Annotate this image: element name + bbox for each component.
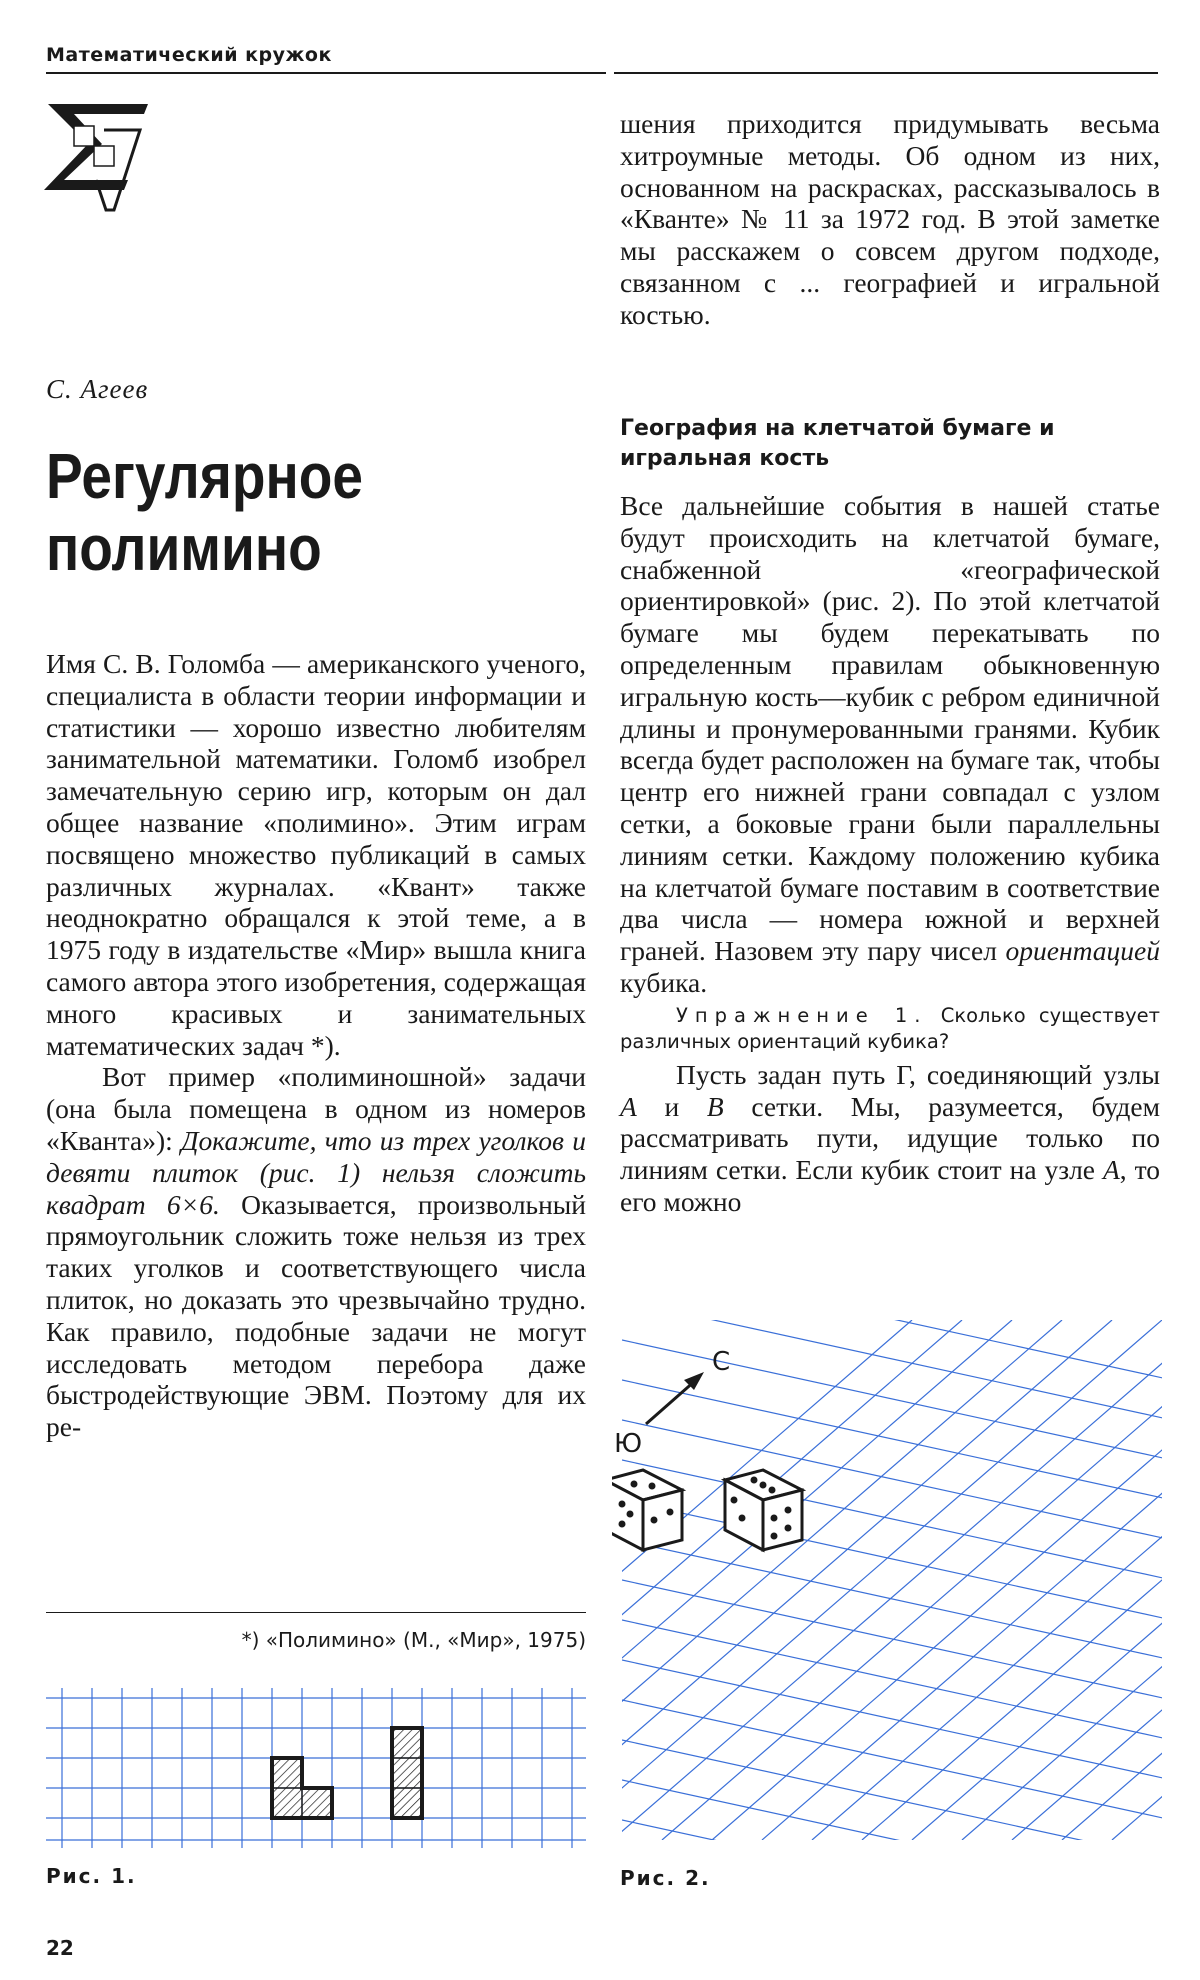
- term-orientation: ориентацией: [1005, 935, 1160, 967]
- header-rule-right: [614, 72, 1158, 74]
- section-subheading: География на клетчатой бумаге и игральная кость: [620, 416, 1055, 471]
- page-number: 22: [46, 1936, 74, 1960]
- title-line-2: полимино: [46, 512, 322, 584]
- north-label: С: [712, 1347, 731, 1377]
- paragraph-example-task: Докажите, что из трех уголков и девяти плиток (рис. 1) нельзя сложить квадрат 6×6.: [46, 1124, 586, 1220]
- exercise-label: Упражнение 1.: [676, 1003, 928, 1027]
- paragraph-geography-c: кубика.: [620, 966, 708, 998]
- section-logo-icon: [44, 100, 154, 220]
- paragraph-path: [620, 1059, 1160, 1218]
- footnote-rule: [46, 1612, 586, 1613]
- footnote: *) «Полимино» (М., «Мир», 1975): [241, 1628, 586, 1652]
- article-title: [46, 440, 476, 584]
- paragraph-path-c: сетки. Мы, разумеется, будем рассматривать пути, идущие только по линиям сетки. Если кубик стоит на узле: [620, 1090, 1161, 1186]
- node-a-2: А: [1102, 1154, 1120, 1186]
- left-column: [46, 648, 586, 1443]
- figure-1-polimino: [46, 1688, 586, 1848]
- paragraph-continuation: шения приходится придумывать весьма хитроумные методы. Об одном из них, основанном на раскрасках, рассказывалось в «Кванте» № 11 за 1972 год. В этой заметке мы расскажем о совсем другом подходе, связанном с ... географией и игральной костью.: [620, 108, 1160, 330]
- paragraph-example: [46, 1061, 586, 1443]
- figure-1-caption: Рис. 1.: [46, 1864, 137, 1888]
- paragraph-path-b: и: [636, 1090, 707, 1122]
- paragraph-path-d: , то его можно: [620, 1154, 1161, 1217]
- figure-1-grid: [46, 1688, 586, 1848]
- article-author: С. Агеев: [46, 374, 149, 404]
- exercise-text: Сколько существует различных ориентаций кубика?: [620, 1003, 1161, 1053]
- paragraph-geography-a: Все дальнейшие события в нашей статье будут происходить на клетчатой бумаге, снабженной «географической ориентировкой» (рис. 2). По этой клетчатой бумаге мы будем перекатывать по определенным правилам обыкновенную игральную кость—кубик с ребром единичной длины и пронумерованными гранями. Кубик всегда будет расположен на бумаге так, чтобы центр его нижней грани совпадал с узлом сетки, а боковые грани были параллельны линиям сетки. Каждому положению кубика на клетчатой бумаге поставим в соответствие два числа — номера южной и верхней граней. Назовем эту пару чисел: [620, 490, 1160, 967]
- node-b: В: [706, 1090, 724, 1122]
- right-column-main: [620, 490, 1160, 1218]
- paragraph-path-a: Пусть задан путь Г, соединяющий узлы: [676, 1058, 1160, 1090]
- right-column-top: [620, 108, 1160, 331]
- paragraph-intro: Имя С. В. Голомба — американского ученого, специалиста в области теории информации и статистики — хорошо известно любителям занимательной математики. Голомб изобрел замечательную серию игр, которым он дал общее название «полимино». Этим играм посвящено множество публикаций в самых различных журналах. «Квант» также неоднократно обращался к этой теме, а в 1975 году в издательстве «Мир» вышла книга самого автора этого изобретения, содержащая много красивых и занимательных математических задач *).: [46, 648, 586, 1061]
- header-rule-left: [46, 72, 606, 74]
- exercise-1: [620, 1003, 1160, 1055]
- south-label: Ю: [614, 1429, 643, 1459]
- paragraph-example-c: Оказывается, произвольный прямоугольник сложить тоже нельзя из трех таких уголков и соответствующего числа плиток, но доказать это чрезвычайно трудно. Как правило, подобные задачи не могут исследовать методом перебора даже быстродействующие ЭВМ. Поэтому для их ре-: [46, 1188, 586, 1443]
- figure-2-grid-dice: [612, 1300, 1162, 1850]
- paragraph-example-a: Вот пример «полиминошной» задачи (она была помещена в одном из номеров «Кванта»):: [46, 1061, 586, 1156]
- node-a: А: [620, 1090, 637, 1122]
- figure-2-caption: Рис. 2.: [620, 1866, 711, 1890]
- title-line-1: Регулярное: [46, 440, 363, 512]
- paragraph-geography: [620, 490, 1160, 999]
- straight-tile-piece: [392, 1728, 422, 1818]
- section-header: Математический кружок: [46, 44, 332, 66]
